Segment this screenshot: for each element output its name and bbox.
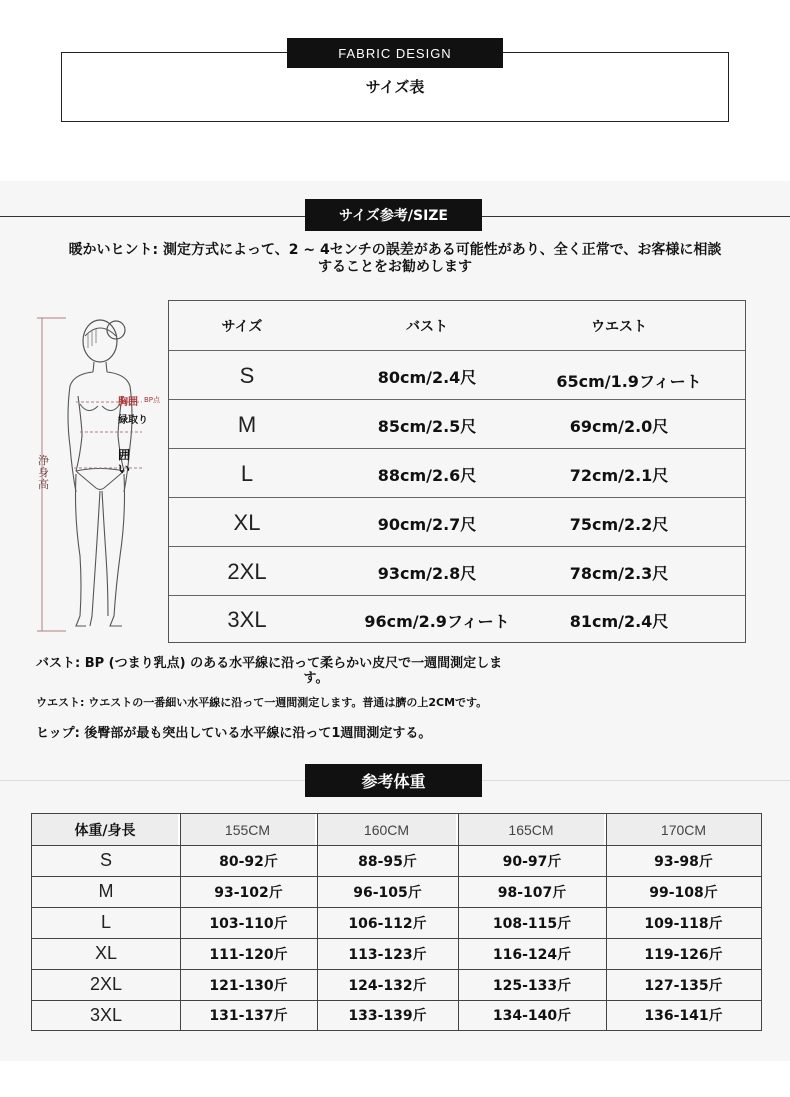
size-label: 2XL xyxy=(89,974,123,994)
weight-value: 93-98斤 xyxy=(654,853,713,870)
header-bust: バスト xyxy=(406,319,448,335)
weight-header-165: 165CM xyxy=(458,814,606,845)
table-row xyxy=(32,969,761,1000)
weight-value: 96-105斤 xyxy=(353,884,422,901)
header-badge: FABRIC DESIGN xyxy=(287,38,503,68)
waist-value: 69cm/2.0尺 xyxy=(569,416,669,436)
weight-value: 133-139斤 xyxy=(348,1008,427,1024)
header-size: サイズ xyxy=(221,319,263,335)
table-row xyxy=(169,399,745,450)
tip-line-2: することをお勧めします xyxy=(318,259,472,275)
weight-value: 109-118斤 xyxy=(644,915,723,932)
weight-value: 103-110斤 xyxy=(209,915,288,932)
size-label: S xyxy=(239,363,255,388)
weight-value: 131-137斤 xyxy=(209,1008,288,1024)
table-row xyxy=(169,546,745,597)
weight-value: 136-141斤 xyxy=(644,1008,723,1024)
table-row xyxy=(32,876,761,907)
figure-label-height: 浄身高 xyxy=(38,454,49,491)
weight-value: 88-95斤 xyxy=(358,853,417,870)
weight-value: 93-102斤 xyxy=(214,884,283,901)
tip-text xyxy=(20,242,770,276)
waist-value: 78cm/2.3尺 xyxy=(569,563,669,583)
weight-header-160: 160CM xyxy=(317,814,458,845)
figure-label-bp: BP点 xyxy=(144,396,161,404)
table-row xyxy=(169,497,745,548)
header-subtitle: サイズ表 xyxy=(365,78,425,96)
table-row xyxy=(169,448,745,499)
header-waist: ウエスト xyxy=(591,319,647,335)
tip-line-1: 暖かいヒント: 測定方式によって、2 ~ 4センチの誤差がある可能性があり、全く正常で、お客様に相談 xyxy=(68,242,722,258)
table-row xyxy=(32,938,761,969)
weight-value: 125-133斤 xyxy=(492,977,572,994)
note-hip: ヒップ: 後臀部が最も突出している水平線に沿って1週間測定する。 xyxy=(36,726,432,741)
size-table-header xyxy=(169,301,745,351)
figure-label-hip: 囲い xyxy=(118,448,131,476)
table-row xyxy=(169,350,745,401)
weight-value: 99-108斤 xyxy=(649,884,718,901)
weight-value: 134-140斤 xyxy=(492,1008,572,1024)
waist-value: 81cm/2.4尺 xyxy=(569,611,669,631)
size-label: L xyxy=(240,461,254,486)
note-bust-line-2: す。 xyxy=(303,671,329,686)
weight-value: 80-92斤 xyxy=(219,853,278,870)
weight-header-155: 155CM xyxy=(180,814,317,845)
figure-label-waist: 緑取り xyxy=(118,415,148,426)
weight-value: 108-115斤 xyxy=(492,915,572,932)
waist-value: 72cm/2.1尺 xyxy=(569,465,669,485)
weight-value: 127-135斤 xyxy=(644,977,723,994)
table-row xyxy=(169,595,745,644)
bust-value: 90cm/2.7尺 xyxy=(377,514,477,534)
weight-value: 90-97斤 xyxy=(502,853,562,870)
weight-value: 106-112斤 xyxy=(348,915,427,932)
note-bust-line-1: バスト: BP (つまり乳点) のある水平線に沿って柔らかい皮尺で一週間測定しま xyxy=(36,656,503,671)
size-label: M xyxy=(98,881,114,901)
size-label: 2XL xyxy=(227,559,267,584)
table-row xyxy=(32,845,761,876)
size-label: L xyxy=(100,912,111,932)
weight-value: 113-123斤 xyxy=(348,946,427,963)
bust-value: 96cm/2.9フィート xyxy=(364,611,510,631)
size-label: S xyxy=(99,850,112,870)
bust-value: 93cm/2.8尺 xyxy=(377,563,477,583)
size-label: XL xyxy=(233,510,261,535)
note-bust xyxy=(36,656,576,686)
size-section-badge: サイズ参考/SIZE xyxy=(305,199,482,231)
bust-value: 88cm/2.6尺 xyxy=(377,465,477,485)
size-label: XL xyxy=(94,943,118,963)
weight-value: 111-120斤 xyxy=(209,946,288,963)
weight-header-label: 体重/身長 xyxy=(32,814,180,845)
weight-header-170: 170CM xyxy=(606,814,761,845)
weight-value: 124-132斤 xyxy=(348,977,427,994)
weight-value: 116-124斤 xyxy=(492,946,572,963)
waist-value: 65cm/1.9フィート xyxy=(556,371,702,391)
size-label: 3XL xyxy=(89,1004,123,1025)
figure-label-bust: 胸囲 xyxy=(118,397,138,408)
table-row xyxy=(32,907,761,938)
bust-value: 80cm/2.4尺 xyxy=(377,367,477,387)
bust-value: 85cm/2.5尺 xyxy=(377,416,477,436)
size-label: M xyxy=(237,412,257,437)
weight-table xyxy=(31,813,762,1031)
table-row xyxy=(32,1000,761,1030)
size-label: 3XL xyxy=(227,607,267,632)
size-table xyxy=(168,300,746,643)
weight-value: 119-126斤 xyxy=(644,946,723,963)
weight-value: 98-107斤 xyxy=(497,884,567,901)
waist-value: 75cm/2.2尺 xyxy=(569,514,669,534)
note-waist: ウエスト: ウエストの一番細い水平線に沿って一週間測定します。普通は臍の上2CMです。 xyxy=(36,696,488,709)
weight-section-badge: 参考体重 xyxy=(305,764,482,797)
weight-value: 121-130斤 xyxy=(209,977,288,994)
